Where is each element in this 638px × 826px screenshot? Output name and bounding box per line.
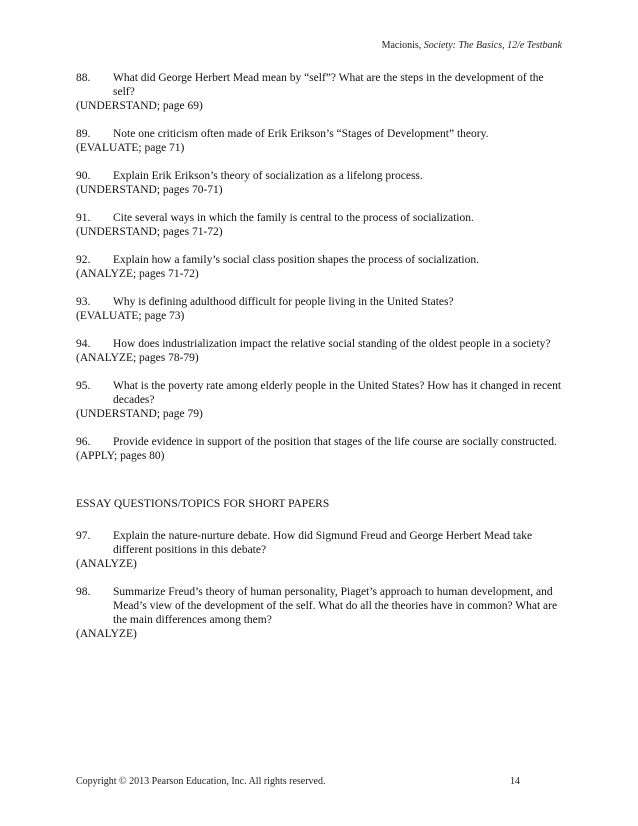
question-90 — [76, 169, 566, 197]
document-body — [76, 71, 566, 655]
question-tag: (EVALUATE; page 71) — [76, 142, 185, 154]
question-number: 89. — [76, 128, 91, 140]
question-98 — [76, 585, 566, 641]
header-author: Macionis, — [381, 40, 424, 51]
question-text: Explain Erik Erikson’s theory of socialization as a lifelong process. — [113, 170, 423, 182]
question-tag: (ANALYZE; pages 78-79) — [76, 352, 199, 364]
question-number: 96. — [76, 436, 91, 448]
question-95 — [76, 379, 566, 421]
question-text: Provide evidence in support of the position that stages of the life course are socially constructed. — [113, 436, 557, 448]
question-text: Explain how a family’s social class position shapes the process of socialization. — [113, 254, 480, 266]
copyright-notice: Copyright © 2013 Pearson Education, Inc. All rights reserved. — [76, 776, 326, 787]
question-text: Note one criticism often made of Erik Erikson’s “Stages of Development” theory. — [113, 128, 489, 140]
question-text: What is the poverty rate among elderly people in the United States? How has it changed in recent decades? — [113, 380, 562, 406]
question-text: Cite several ways in which the family is central to the process of socialization. — [113, 212, 474, 224]
question-93 — [76, 295, 566, 323]
question-tag: (EVALUATE; page 73) — [76, 310, 185, 322]
question-text: How does industrialization impact the relative social standing of the oldest people in a society? — [113, 338, 551, 350]
page-footer — [76, 776, 520, 787]
question-number: 98. — [76, 586, 91, 598]
question-tag: (UNDERSTAND; pages 70-71) — [76, 184, 223, 196]
question-number: 94. — [76, 338, 91, 350]
page-header — [382, 40, 562, 51]
question-number: 92. — [76, 254, 91, 266]
question-88 — [76, 71, 566, 113]
question-number: 88. — [76, 72, 91, 84]
question-92 — [76, 253, 566, 281]
question-number: 93. — [76, 296, 91, 308]
question-94 — [76, 337, 566, 365]
question-tag: (ANALYZE; pages 71-72) — [76, 268, 199, 280]
question-tag: (UNDERSTAND; page 79) — [76, 408, 203, 420]
question-89 — [76, 127, 566, 155]
question-tag: (UNDERSTAND; pages 71-72) — [76, 226, 223, 238]
question-tag: (UNDERSTAND; page 69) — [76, 100, 203, 112]
question-91 — [76, 211, 566, 239]
question-text: Explain the nature-nurture debate. How did Sigmund Freud and George Herbert Mead take different positions in this debate? — [113, 530, 533, 556]
question-number: 97. — [76, 530, 91, 542]
question-number: 90. — [76, 170, 91, 182]
question-text: What did George Herbert Mead mean by “self”? What are the steps in the development of the self? — [113, 72, 544, 98]
question-96 — [76, 435, 566, 463]
question-number: 91. — [76, 212, 91, 224]
question-tag: (ANALYZE) — [76, 628, 137, 640]
question-97 — [76, 529, 566, 571]
header-title: Society: The Basics, 12/e Testbank — [423, 40, 562, 51]
question-tag: (APPLY; pages 80) — [76, 450, 165, 462]
question-number: 95. — [76, 380, 91, 392]
essay-section-title: ESSAY QUESTIONS/TOPICS FOR SHORT PAPERS — [76, 498, 330, 510]
question-text: Why is defining adulthood difficult for people living in the United States? — [113, 296, 454, 308]
page-number: 14 — [510, 776, 520, 787]
question-tag: (ANALYZE) — [76, 558, 137, 570]
question-text: Summarize Freud’s theory of human personality, Piaget’s approach to human development, and Mead’s view of the development of the self. What do all the theories have in common? What are the main differences among them? — [113, 586, 558, 626]
